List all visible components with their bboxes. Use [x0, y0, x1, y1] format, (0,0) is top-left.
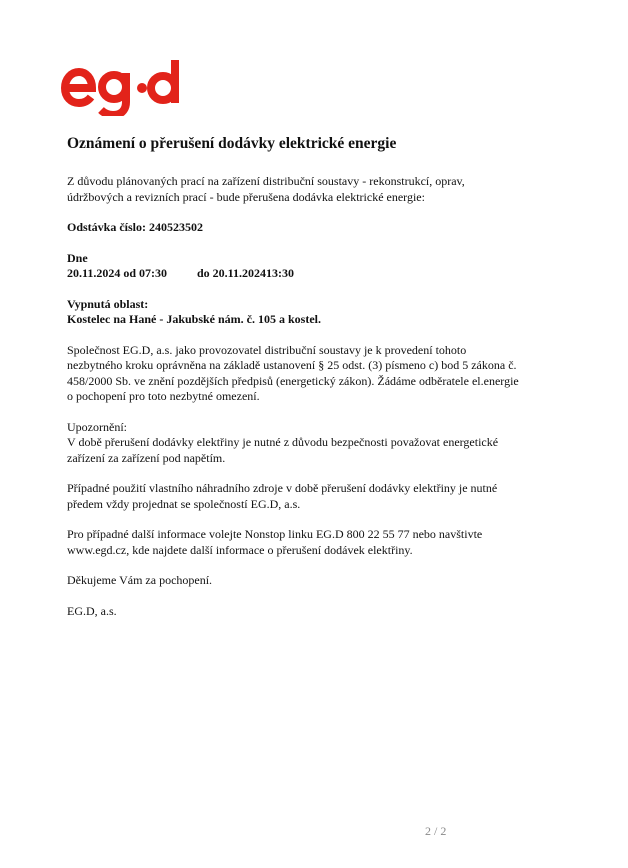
backup-line: Případné použití vlastního náhradního zdroje v době přerušení dodávky elektřiny je nutné [67, 481, 498, 495]
warning-heading: Upozornění: [67, 419, 127, 434]
page-number: 2 / 2 [425, 824, 447, 838]
thanks-text: Děkujeme Vám za pochopení. [67, 573, 213, 587]
intro-line: Z důvodu plánovaných prací na zařízení distribuční soustavy - rekonstrukcí, oprav, [67, 174, 465, 188]
info-line: www.egd.cz, kde najdete další informace o přerušení dodávek elektřiny. [67, 542, 413, 557]
warning-paragraph [67, 420, 567, 467]
warning-line: zařízení za zařízení pod napětím. [67, 450, 226, 465]
area-value: Kostelec na Hané - Jakubské nám. č. 105 a kostel. [67, 312, 322, 326]
legal-line: nezbytného kroku oprávněna na základě ustanovení § 25 odst. (3) písmeno c) bod 5 zákona č. [67, 358, 517, 372]
outage-area-block [67, 297, 567, 328]
info-paragraph [67, 527, 567, 558]
backup-paragraph [67, 481, 567, 512]
backup-line: předem vždy projednat se společností EG.D, a.s. [67, 496, 301, 511]
egd-logo [59, 56, 189, 116]
legal-paragraph [67, 343, 567, 405]
intro-line: údržbových a revizních prací - bude přerušena dodávka elektrické energie: [67, 189, 425, 204]
date-range [67, 266, 567, 282]
notice-document [67, 134, 567, 634]
info-line: Pro případné další informace volejte Nonstop linku EG.D 800 22 55 77 nebo navštivte [67, 527, 483, 541]
signature-text: EG.D, a.s. [67, 603, 117, 618]
date-heading: Dne [67, 250, 88, 265]
legal-line: Společnost EG.D, a.s. jako provozovatel distribuční soustavy je k provedení tohoto [67, 342, 467, 357]
legal-line: o pochopení pro toto nezbytné omezení. [67, 389, 260, 403]
date-from: 20.11.2024 od 07:30 [67, 266, 168, 280]
area-heading: Vypnutá oblast: [67, 296, 149, 311]
notice-title: Oznámení o přerušení dodávky elektrické energie [67, 135, 397, 152]
warning-line: V době přerušení dodávky elektřiny je nutné z důvodu bezpečnosti považovat energetické [67, 435, 499, 449]
intro-paragraph [67, 174, 567, 205]
egd-logo-icon [59, 56, 189, 116]
date-to: do 20.11.202413:30 [197, 266, 295, 280]
outage-date-block [67, 251, 567, 282]
legal-line: 458/2000 Sb. ve znění pozdějších předpisů (energetický zákon). Žádáme odběratele el.energie [67, 373, 519, 388]
outage-number: Odstávka číslo: 240523502 [67, 220, 204, 234]
